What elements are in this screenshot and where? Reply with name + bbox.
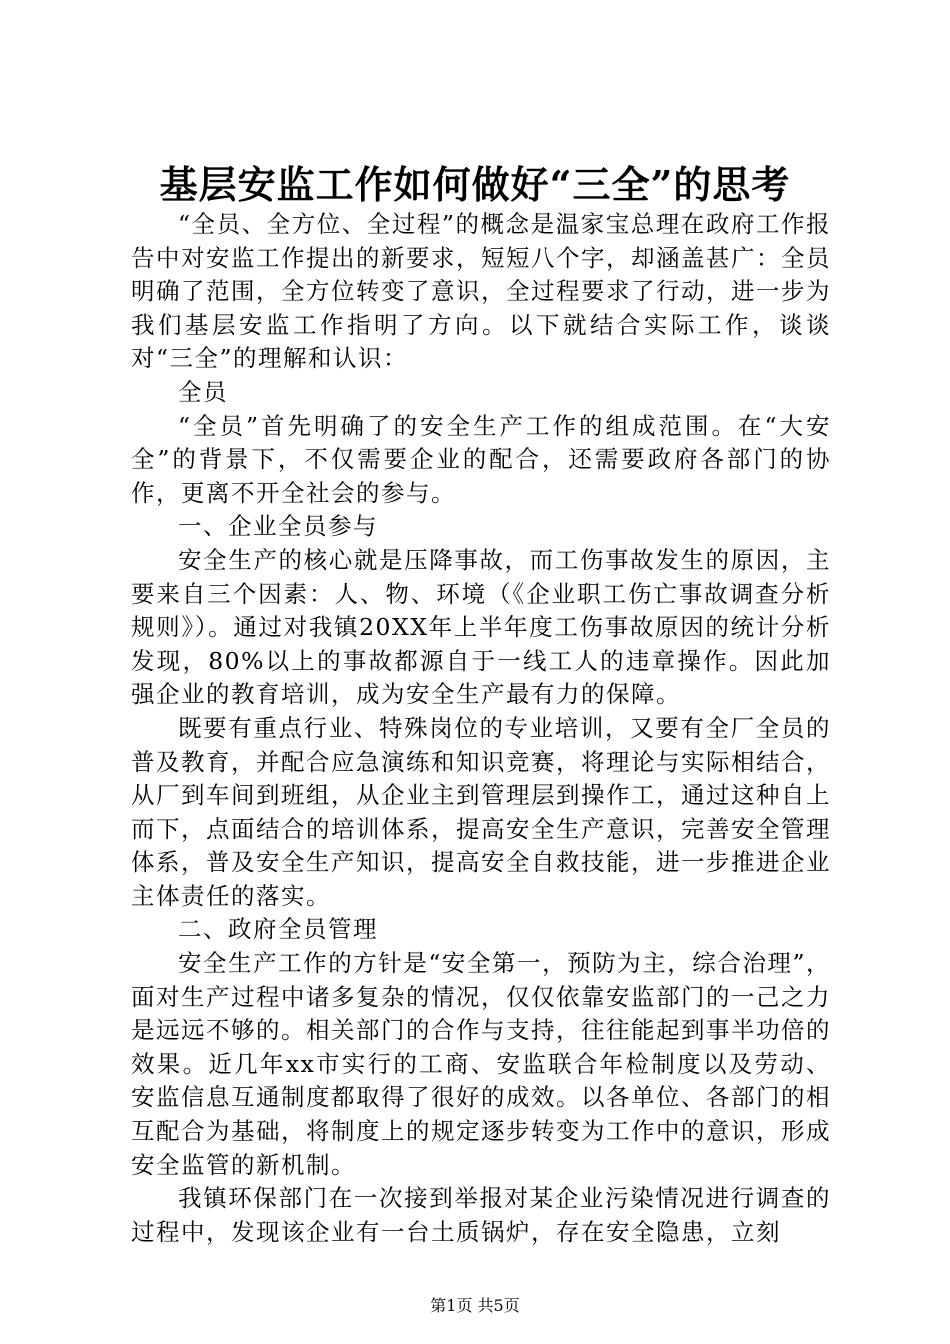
paragraph-enterprise-core: 安全生产的核心就是压降事故，而工伤事故发生的原因，主要来自三个因素：人、物、环境（《企业职工伤亡事故调查分析规则》）。通过对我镇20XX年上半年度工伤事故原因的统计分析发现，80%以上的事故都源自于一线工人的违章操作。因此加强企业的教育培训，成为安全生产最有力的保障。 (131, 545, 831, 709)
page-number-footer: 第1页 共5页 (430, 1296, 520, 1315)
section-heading-government: 二、政府全员管理 (178, 915, 378, 944)
paragraph-government-policy: 安全生产工作的方针是“安全第一，预防为主，综合治理”，面对生产过程中诸多复杂的情况，仅仅依靠安监部门的一己之力是远远不够的。相关部门的合作与支持，往往能起到事半功倍的效果。近几年xx市实行的工商、安监联合年检制度以及劳动、安监信息互通制度都取得了很好的成效。以各单位、各部门的相互配合为基础，将制度上的规定逐步转变为工作中的意识，形成安全监管的新机制。 (131, 949, 831, 1179)
paragraph-environment-case: 我镇环保部门在一次接到举报对某企业污染情况进行调查的过程中，发现该企业有一台土质锅炉，存在安全隐患，立刻 (131, 1184, 831, 1246)
paragraph-enterprise-training: 既要有重点行业、特殊岗位的专业培训，又要有全厂全员的普及教育，并配合应急演练和知识竞赛，将理论与实际相结合，从厂到车间到班组，从企业主到管理层到操作工，通过这种自上而下，点面结合的培训体系，提高安全生产意识，完善安全管理体系，普及安全生产知识，提高安全自救技能，进一步推进企业主体责任的落实。 (131, 713, 831, 910)
paragraph-intro: “全员、全方位、全过程”的概念是温家宝总理在政府工作报告中对安监工作提出的新要求，短短八个字，却涵盖甚广：全员明确了范围，全方位转变了意识，全过程要求了行动，进一步为我们基层安监工作指明了方向。以下就结合实际工作，谈谈对“三全”的理解和认识： (131, 210, 831, 373)
section-heading-enterprise: 一、企业全员参与 (178, 512, 378, 541)
section-heading-quanyuan: 全员 (178, 377, 228, 406)
document-title: 基层安监工作如何做好“三全”的思考 (159, 162, 791, 207)
document-body (131, 208, 831, 1249)
paragraph-quanyuan: “全员”首先明确了的安全生产工作的组成范围。在“大安全”的背景下，不仅需要企业的配合，还需要政府各部门的协作，更离不开全社会的参与。 (131, 411, 831, 507)
